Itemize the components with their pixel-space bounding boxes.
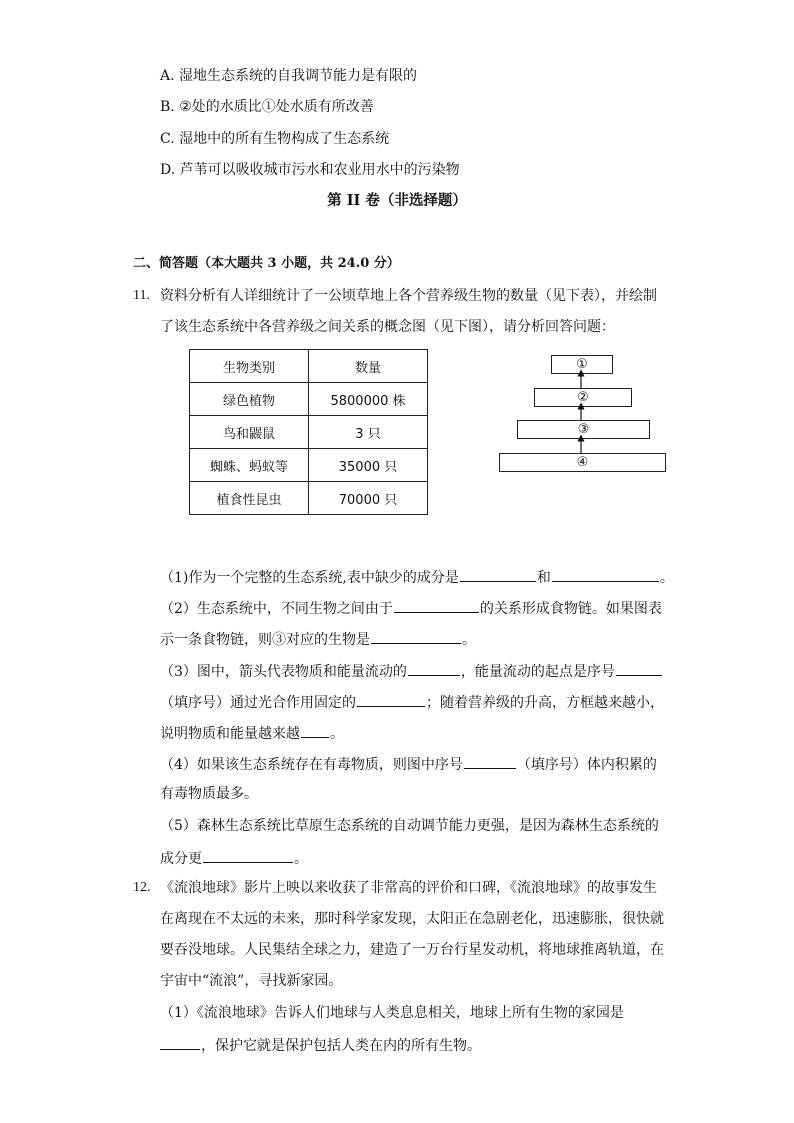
table-row: [190, 482, 428, 515]
q11-sub3-line2: [160, 691, 664, 713]
q11-sub3-text-line2-cont: ；随着营养级的升高，方框越来越小，: [426, 695, 664, 711]
q11-sub5-text-line2: 成分更: [160, 851, 202, 867]
q11-sub4-text-cont: （填序号）体内积累的: [516, 757, 657, 773]
q11-sub3-text-cont: ，能量流动的起点是序号: [460, 664, 615, 680]
option-c: C. 湿地中的所有生物构成了生态系统: [160, 131, 390, 147]
part-title: 第 II 卷（非选择题）: [327, 192, 467, 209]
q12-sub1-text-line2: ，保护它就是保护包括人类在内的所有生物。: [201, 1038, 481, 1054]
pyramid-level-2: ②: [534, 388, 632, 407]
q11-sub1-text: （1)作为一个完整的生态系统,表中缺少的成分是: [160, 570, 459, 586]
q11-sub1-and: 和: [536, 570, 551, 586]
pyramid-level-4: ④: [499, 453, 666, 472]
answer-blank[interactable]: [394, 597, 479, 613]
q11-sub3-text-line2: （填序号）通过光合作用固定的: [160, 695, 356, 711]
q11-sub3-line3: [160, 722, 344, 744]
pyramid-level-1: ①: [551, 355, 613, 374]
q11-intro-line2: 了该生态系统中各营养级之间关系的概念图（见下图），请分析回答问题：: [160, 319, 615, 335]
table-cell: 70000 只: [309, 482, 428, 515]
answer-blank[interactable]: [357, 691, 425, 707]
table-row: [190, 449, 428, 482]
q11-sub4-text: （4）如果该生态系统存在有毒物质，则图中序号: [160, 757, 463, 773]
q11-sub2-end: 。: [462, 632, 476, 648]
q11-sub4-line2: 有毒物质最多。: [160, 786, 258, 802]
energy-flow-arrows: [560, 368, 604, 458]
option-d: D. 芦苇可以吸收城市污水和农业用水中的污染物: [160, 162, 460, 178]
section-title: 二、简答题（本大题共 3 小题，共 24.0 分）: [133, 256, 400, 271]
q11-sub2-text-line2: 示一条食物链，则③对应的生物是: [160, 632, 370, 648]
q11-sub4-line1: [160, 753, 657, 775]
table-cell: 35000 只: [309, 449, 428, 482]
answer-blank[interactable]: [301, 722, 329, 738]
q11-sub3-line1: [160, 660, 663, 682]
answer-blank[interactable]: [408, 660, 460, 676]
q11-sub5-line1: （5）森林生态系统比草原生态系统的自动调节能力更强，是因为森林生态系统的: [160, 818, 659, 834]
q12-paragraph-line4: 宇宙中“流浪”，寻找新家园。: [160, 973, 343, 989]
q11-sub1-end: 。: [659, 570, 674, 586]
q11-sub2-line1: [160, 597, 662, 619]
table-header-cell: 数量: [309, 350, 428, 383]
table-cell: 植食性昆虫: [190, 482, 309, 515]
q11-sub1: [160, 566, 674, 588]
option-b: B. ②处的水质比①处水质有所改善: [160, 99, 374, 115]
q12-number: 12.: [133, 880, 151, 895]
pyramid-level-3: ③: [517, 420, 650, 439]
answer-blank[interactable]: [203, 847, 293, 863]
answer-blank[interactable]: [616, 660, 662, 676]
table-cell: 3 只: [309, 416, 428, 449]
table-header-row: [190, 350, 428, 383]
table-cell: 蜘蛛、蚂蚁等: [190, 449, 309, 482]
q11-sub2-line2: [160, 628, 476, 650]
q11-sub2-text-cont: 的关系形成食物链。如果图表: [479, 601, 662, 617]
q11-sub5-end: 。: [294, 851, 308, 867]
table-cell: 鸟和鼹鼠: [190, 416, 309, 449]
q12-sub1-line2: [160, 1034, 481, 1056]
q11-sub3-end: 。: [330, 726, 344, 742]
q12-paragraph-line1: 《流浪地球》影片上映以来收获了非常高的评价和口碑，《流浪地球》的故事发生: [160, 880, 657, 896]
table-header-cell: 生物类别: [190, 350, 309, 383]
q11-intro-line1: 资料分析有人详细统计了一公顷草地上各个营养级生物的数量（见下表），并绘制: [160, 288, 657, 304]
organism-count-table: [189, 349, 428, 515]
option-a: A. 湿地生态系统的自我调节能力是有限的: [160, 68, 418, 84]
q12-paragraph-line3: 要吞没地球。人民集结全球之力，建造了一万台行星发动机，将地球推离轨道，在: [160, 942, 664, 958]
table-row: [190, 416, 428, 449]
q11-sub2-text: （2）生态系统中，不同生物之间由于: [160, 601, 393, 617]
q11-number: 11.: [133, 288, 150, 303]
table-row: [190, 383, 428, 416]
answer-blank[interactable]: [552, 566, 659, 582]
q12-sub1-line1: （1）《流浪地球》告诉人们地球与人类息息相关，地球上所有生物的家园是: [160, 1005, 624, 1021]
answer-blank[interactable]: [460, 566, 536, 582]
answer-blank[interactable]: [160, 1034, 200, 1050]
q11-sub3-text: （3）图中，箭头代表物质和能量流动的: [160, 664, 407, 680]
answer-blank[interactable]: [464, 753, 516, 769]
q12-paragraph-line2: 在离现在不太远的未来，那时科学家发现，太阳正在急剧老化，迅速膨胀，很快就: [160, 911, 664, 927]
table-cell: 5800000 株: [309, 383, 428, 416]
answer-blank[interactable]: [371, 628, 461, 644]
q11-sub3-text-line3: 说明物质和能量越来越: [160, 726, 300, 742]
table-cell: 绿色植物: [190, 383, 309, 416]
q11-sub5-line2: [160, 847, 308, 869]
